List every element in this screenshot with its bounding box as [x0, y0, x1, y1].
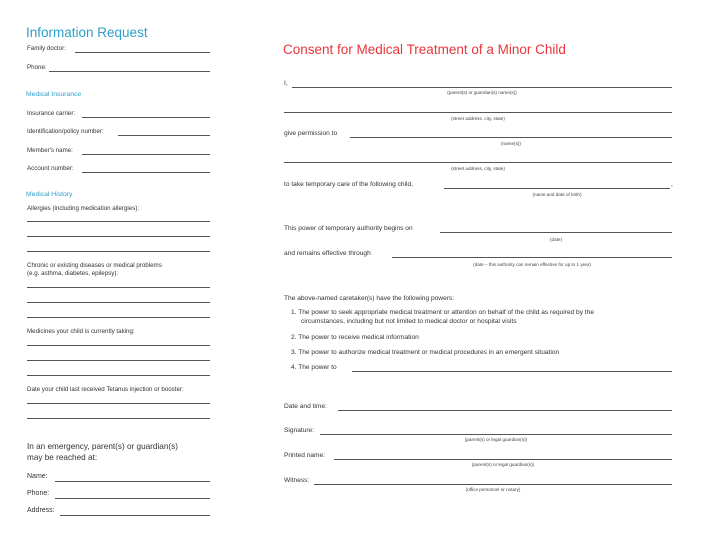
temporary-care-label: to take temporary care of the following child,: [284, 181, 414, 188]
printed-name-field[interactable]: [334, 459, 672, 460]
street-address-caption-2: (street address, city, state): [451, 166, 505, 171]
signature-label: Signature:: [284, 427, 315, 434]
parents-names-caption: (parent(s) or guardian(s) name(s)): [447, 90, 517, 95]
allergies-field-2[interactable]: [27, 236, 210, 237]
policy-number-field[interactable]: [118, 135, 210, 136]
emergency-name-field[interactable]: [55, 481, 210, 482]
begins-on-date-field[interactable]: [440, 232, 672, 233]
insurance-carrier-field[interactable]: [82, 117, 210, 118]
printed-name-label: Printed name:: [284, 452, 326, 459]
emergency-phone-field[interactable]: [55, 498, 210, 499]
witness-field[interactable]: [314, 484, 672, 485]
medicines-field-1[interactable]: [27, 345, 210, 346]
witness-label: Witness:: [284, 477, 310, 484]
powers-heading: The above-named caretaker(s) have the following powers:: [284, 295, 455, 302]
child-name-dob-field[interactable]: [444, 188, 670, 189]
comma-text: ,: [671, 181, 673, 188]
chronic-label-line-1: Chronic or existing diseases or medical problems: [27, 262, 162, 269]
account-number-field[interactable]: [82, 172, 210, 173]
emergency-phone-label: Phone:: [27, 490, 50, 497]
effective-through-date-field[interactable]: [392, 257, 672, 258]
information-request-title: Information Request: [26, 25, 148, 40]
power-2: 2. The power to receive medical information: [291, 334, 419, 341]
policy-number-label: Identification/policy number:: [27, 128, 104, 135]
chronic-field-1[interactable]: [27, 287, 210, 288]
emergency-heading-line-2: may be reached at:: [27, 453, 98, 462]
medicines-label: Medicines your child is currently taking:: [27, 328, 135, 335]
emergency-address-label: Address:: [27, 507, 55, 514]
members-name-label: Member's name:: [27, 147, 73, 154]
tetanus-field-1[interactable]: [27, 403, 210, 404]
power-4-field[interactable]: [352, 371, 672, 372]
power-3: 3. The power to authorize medical treatment or medical procedures in an emergent situation: [291, 349, 560, 356]
power-1-line-1: 1. The power to seek appropriate medical treatment or attention on behalf of the child as required by the: [291, 309, 595, 316]
power-4-label: 4. The power to: [291, 364, 337, 371]
street-address-field-1[interactable]: [284, 112, 672, 113]
effective-date-caption: (date – this authority can remain effective for up to 1 year): [473, 262, 591, 267]
phone-field[interactable]: [49, 71, 210, 72]
insurance-carrier-label: Insurance carrier:: [27, 110, 76, 117]
medicines-field-3[interactable]: [27, 375, 210, 376]
allergies-label: Allergies (including medication allergies):: [27, 205, 140, 212]
street-address-field-2[interactable]: [284, 162, 672, 163]
begins-on-label: This power of temporary authority begins on: [284, 225, 413, 232]
street-address-caption-1: (street address, city, state): [451, 116, 505, 121]
tetanus-label: Date your child last received Tetanus injection or booster:: [27, 386, 184, 393]
emergency-address-field[interactable]: [60, 515, 210, 516]
witness-caption: (office personnel or notary): [465, 487, 521, 492]
family-doctor-label: Family doctor:: [27, 45, 66, 52]
family-doctor-field[interactable]: [75, 52, 210, 53]
medical-history-heading: Medical History: [26, 191, 73, 198]
give-permission-label: give permission to: [284, 130, 338, 137]
consent-title: Consent for Medical Treatment of a Minor Child: [283, 42, 566, 57]
chronic-label-line-2: (e.g. asthma, diabetes, epilepsy):: [27, 270, 119, 277]
date-time-label: Date and time:: [284, 403, 327, 410]
caretaker-names-field[interactable]: [350, 137, 672, 138]
emergency-heading-line-1: In an emergency, parent(s) or guardian(s): [27, 442, 178, 451]
emergency-name-label: Name:: [27, 473, 48, 480]
medical-insurance-heading: Medical Insurance: [26, 91, 82, 98]
parents-names-field[interactable]: [292, 87, 672, 88]
effective-through-label: and remains effective through: [284, 250, 371, 257]
allergies-field-3[interactable]: [27, 251, 210, 252]
members-name-field[interactable]: [82, 154, 210, 155]
phone-label: Phone:: [27, 64, 47, 71]
power-1-line-2: circumstances, including but not limited to medical doctor or hospital visits: [301, 318, 517, 325]
allergies-field-1[interactable]: [27, 221, 210, 222]
tetanus-field-2[interactable]: [27, 418, 210, 419]
account-number-label: Account number:: [27, 165, 74, 172]
signature-caption: (parent(s) or legal guardian(s)): [464, 437, 528, 442]
chronic-field-2[interactable]: [27, 302, 210, 303]
signature-field[interactable]: [320, 434, 672, 435]
begins-date-caption: (date): [549, 237, 562, 242]
printed-name-caption: (parent(s) or legal guardian(s)): [471, 462, 535, 467]
chronic-field-3[interactable]: [27, 317, 210, 318]
names-caption: (name(s)): [501, 141, 521, 146]
i-label: I,: [284, 80, 288, 87]
medicines-field-2[interactable]: [27, 360, 210, 361]
date-time-field[interactable]: [338, 410, 672, 411]
name-dob-caption: (name and date of birth): [532, 192, 582, 197]
